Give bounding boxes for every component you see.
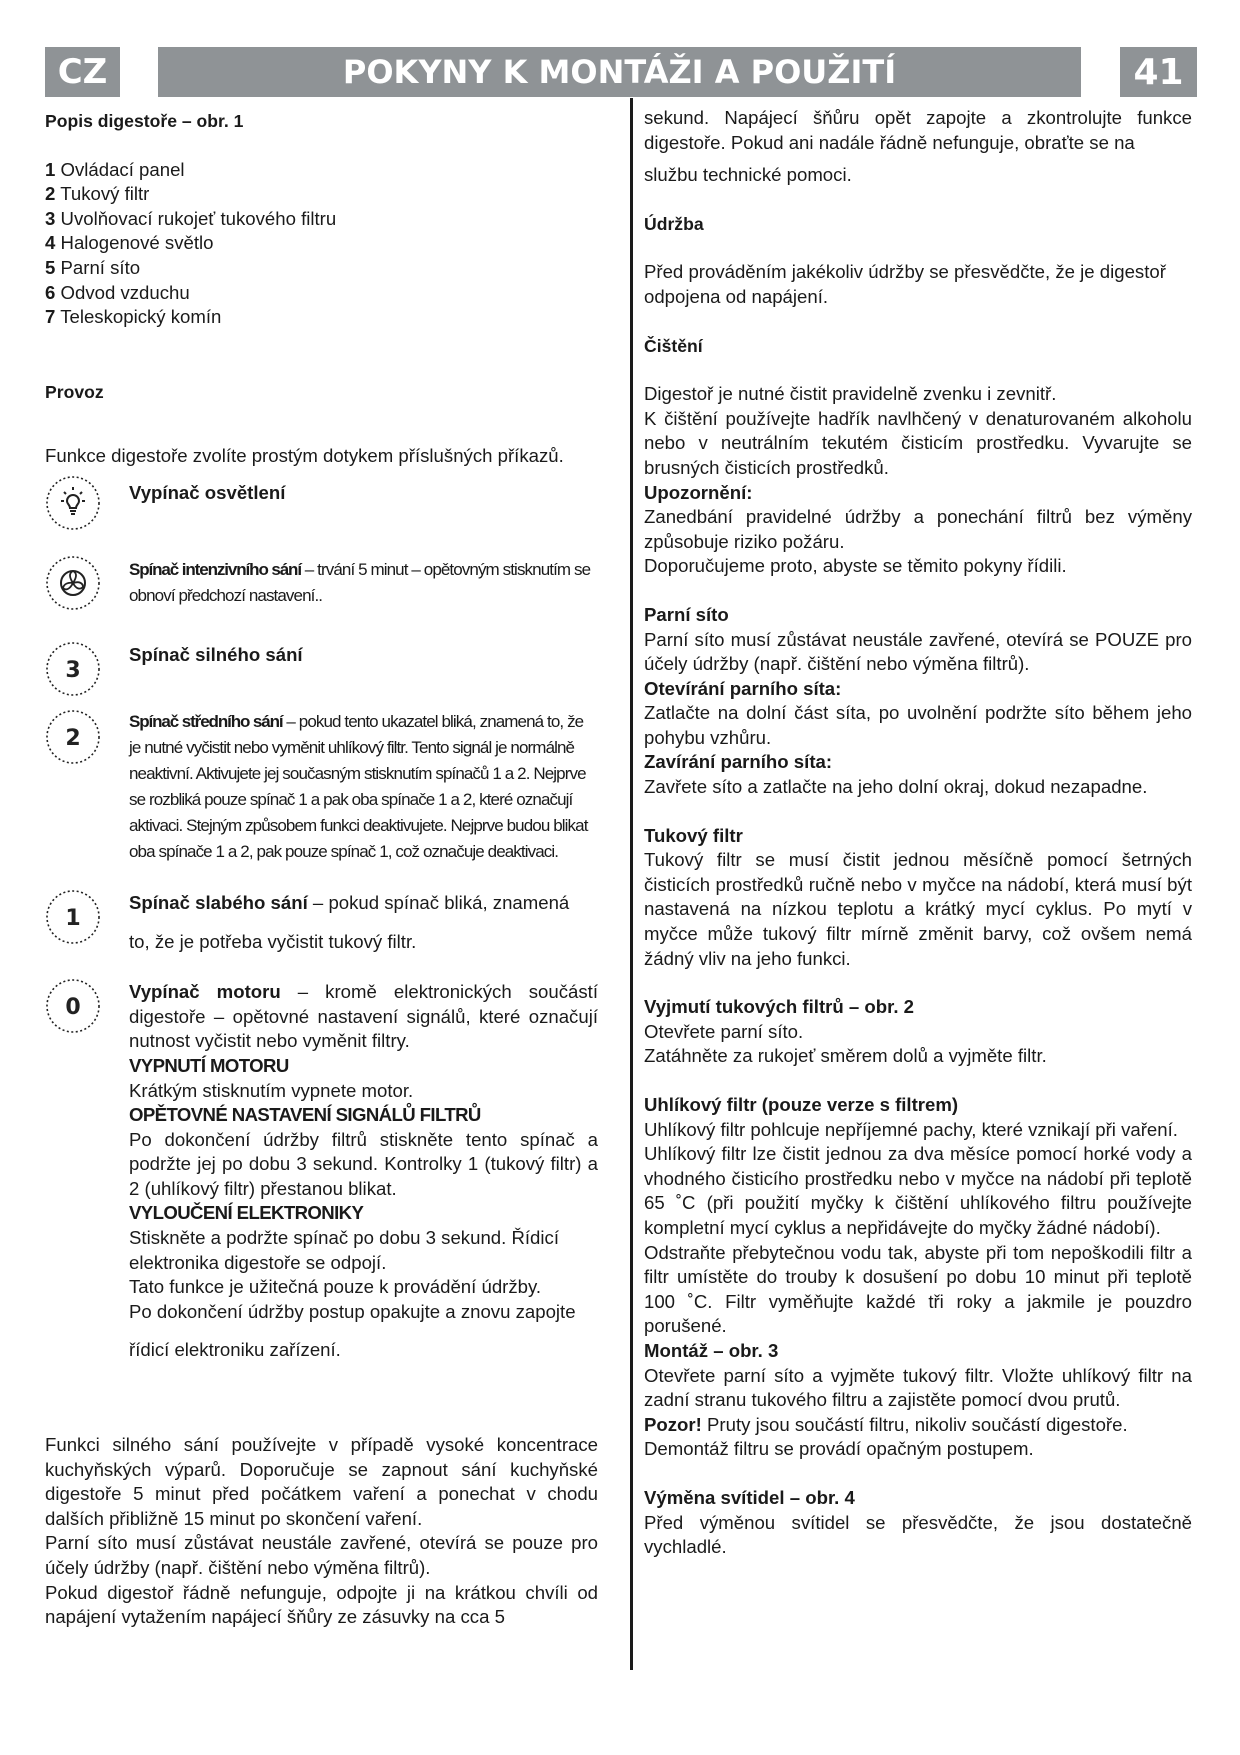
list-item: 1 Ovládací panel <box>45 158 185 180</box>
opening-text: Zatlačte na dolní část síta, po uvolnění podržte síto během jeho pohybu vzhůru. <box>644 702 1192 748</box>
filter-removal-text-2: Zatáhněte za rukojeť směrem dolů a vyjměte filtr. <box>644 1045 1047 1067</box>
motor-switch-text: Vypínač motoru – kromě elektronických součástí digestoře – opětovné nastavení signálů, které označují nutnost vyčistit nebo vyměnit filtry. <box>129 981 598 1052</box>
button-2-icon <box>45 709 129 765</box>
malfunction-note: Pokud digestoř řádně nefunguje, odpojte ji na krátkou chvíli od napájení vytažením napájecí šňůry ze zásuvky na cca 5 <box>45 1581 598 1628</box>
button-3-icon <box>45 641 129 697</box>
carbon-filter-text-2: Uhlíkový filtr lze čistit jednou za dva měsíce pomocí horké vody a vhodného čisticího prostředku nebo v myčce na nádobí při teplotě 65 ˚C (při použití myčky k čištění uhlíkového filtru používejte kompletní mycí cyklus a nepřidávejte do myčky žádné nádobí). <box>644 1143 1192 1238</box>
section-title-maintenance: Údržba <box>644 213 704 234</box>
mounting-text-3: Demontáž filtru se provádí opačným postupem. <box>644 1438 1034 1460</box>
strong-suction-title: Spínač silného sání <box>129 643 303 665</box>
section-title-description: Popis digestoře – obr. 1 <box>45 111 244 131</box>
page-title: POKYNY K MONTÁŽI A POUŽITÍ <box>158 47 1081 97</box>
weak-suction-item <box>45 889 598 954</box>
section-title-filter-removal: Vyjmutí tukových filtrů – obr. 2 <box>644 996 915 1018</box>
section-title-steam-screen: Parní síto <box>644 603 729 625</box>
medium-suction-item <box>45 709 598 865</box>
button-2-label: 2 <box>65 725 81 751</box>
column-divider <box>630 98 633 1670</box>
strong-suction-item <box>45 641 598 697</box>
fan-icon <box>45 555 129 611</box>
list-item: 5 Parní síto <box>45 256 141 278</box>
right-column <box>644 106 1192 1560</box>
motor-off-title: VYPNUTÍ MOTORU <box>129 1054 289 1076</box>
malfunction-note-cont-2: službu technické pomoci. <box>644 164 852 186</box>
list-item: 3 Uvolňovací rukojeť tukového filtru <box>45 207 337 229</box>
warning-title: Upozornění: <box>644 481 753 503</box>
motor-off-text: Krátkým stisknutím vypnete motor. <box>129 1079 414 1101</box>
medium-suction-text: Spínač středního sání – pokud tento ukazatel bliká, znamená to, že je nutné vyčistit nebo vyměnit uhlíkový filtr. Tento signál je normálně neaktivní. Aktivujete jej současným stisknutím spínačů 1 a 2. Nejprve se rozbliká pouze spínač 1 a pak oba spínače 1 a 2, které označují aktivaci. Stejným způsobem funkci deaktivujete. Nejprve budou blikat oba spínače 1 a 2, pak pouze spínač 1, což označuje deaktivaci. <box>129 711 588 861</box>
warning-text-2: Doporučujeme proto, abyste se těmito pokyny řídili. <box>644 555 1067 577</box>
language-badge: CZ <box>45 47 120 97</box>
intensive-switch-item <box>45 555 598 611</box>
steam-screen-text: Parní síto musí zůstávat neustále zavřené, otevírá se POUZE pro účely údržby (např. čištění nebo výměna filtrů). <box>644 628 1192 675</box>
filter-reset-title: OPĚTOVNÉ NASTAVENÍ SIGNÁLŮ FILTRŮ <box>129 1104 481 1126</box>
opening-title: Otevírání parního síta: <box>644 677 842 699</box>
light-switch-title: Vypínač osvětlení <box>129 481 286 503</box>
lamp-replacement-text: Před výměnou svítidel se přesvědčte, že jsou dostatečně vychladlé. <box>644 1511 1192 1558</box>
electronics-off-text-4: řídicí elektroniku zařízení. <box>129 1339 341 1361</box>
cleaning-text-1: Digestoř je nutné čistit pravidelně zvenku i zevnitř. <box>644 383 1057 405</box>
intensive-switch-text: Spínač intenzivního sání – trvání 5 minut – opětovným stisknutím se obnoví předchozí nastavení.. <box>129 559 591 605</box>
section-title-carbon-filter: Uhlíkový filtr (pouze verze s filtrem) <box>644 1094 959 1115</box>
electronics-off-text-2: Tato funkce je užitečná pouze k provádění údržby. <box>129 1276 542 1298</box>
button-0-icon <box>45 978 129 1034</box>
malfunction-note-cont: sekund. Napájecí šňůru opět zapojte a zkontrolujte funkce digestoře. Pokud ani nadále řádně nefunguje, obraťte se na <box>644 107 1192 153</box>
button-0-label: 0 <box>65 995 81 1021</box>
page-number: 41 <box>1120 47 1197 97</box>
electronics-off-text-1: Stiskněte a podržte spínač po dobu 3 sekund. Řídicí elektronika digestoře se odpojí. <box>129 1227 559 1273</box>
cleaning-text-2: K čištění používejte hadřík navlhčený v denaturovaném alkoholu nebo v neutrálním tekutém čisticím prostředku. Vyvarujte se brusných čisticích prostředků. <box>644 407 1192 478</box>
warning-text-1: Zanedbání pravidelné údržby a ponechání filtrů bez výměny způsobuje riziko požáru. <box>644 506 1192 552</box>
section-title-grease-filter: Tukový filtr <box>644 824 743 846</box>
weak-suction-text-b: to, že je potřeba vyčistit tukový filtr. <box>129 930 417 952</box>
left-column <box>45 109 598 1630</box>
maintenance-text: Před prováděním jakékoliv údržby se přesvědčte, že je digestoř odpojena od napájení. <box>644 261 1166 307</box>
list-item: 7 Teleskopický komín <box>45 306 222 328</box>
operation-intro: Funkce digestoře zvolíte prostým dotykem příslušných příkazů. <box>45 445 564 467</box>
electronics-off-title: VYLOUČENÍ ELEKTRONIKY <box>129 1202 364 1224</box>
section-title-mounting: Montáž – obr. 3 <box>644 1339 779 1361</box>
strong-suction-usage: Funkci silného sání používejte v případě vysoké koncentrace kuchyňských výparů. Doporučuje se zapnout sání kuchyňské digestoře 5 minut před počátkem vaření a ponechat v chodu dalších přibližně 15 minut po skončení vaření. <box>45 1434 598 1529</box>
motor-switch-item <box>45 978 598 1363</box>
closing-text: Zavřete síto a zatlačte na jeho dolní okraj, dokud nezapadne. <box>644 776 1148 798</box>
mounting-text-1: Otevřete parní síto a vyjměte tukový filtr. Vložte uhlíkový filtr na zadní stranu tukového filtru a zajistěte pomocí dvou prutů. <box>644 1364 1192 1411</box>
grease-filter-text: Tukový filtr se musí čistit jednou měsíčně pomocí šetrných čisticích prostředků ručně nebo v myčce na nádobí, která musí být nastavená na nízkou teplotu a krátký mycí cyklus. Po mytí v myčce může tukový filtr mírně změnit barvy, což ovšem nemá žádný vliv na jeho funkci. <box>644 849 1192 969</box>
section-title-operation: Provoz <box>45 381 104 402</box>
carbon-filter-text-3: Odstraňte přebytečnou vodu tak, abyste při tom nepoškodili filtr a filtr umístěte do trouby k dosušení po dobu 10 minut při teplotě 100 ˚C. Filtr vyměňujte každé tři roky a jakmile je pouzdro porušené. <box>644 1241 1192 1337</box>
button-3-label: 3 <box>65 657 81 683</box>
section-title-cleaning: Čištění <box>644 335 703 356</box>
filter-reset-text: Po dokončení údržby filtrů stiskněte tento spínač a podržte jej po dobu 3 sekund. Kontrolky 1 (tukový filtr) a 2 (uhlíkový filtr) přestanou blikat. <box>129 1128 598 1199</box>
parts-list <box>45 158 598 330</box>
list-item: 2 Tukový filtr <box>45 183 150 205</box>
electronics-off-text-3: Po dokončení údržby postup opakujte a znovu zapojte <box>129 1300 576 1322</box>
list-item: 4 Halogenové světlo <box>45 232 214 254</box>
list-item: 6 Odvod vzduchu <box>45 281 190 303</box>
carbon-filter-text-1: Uhlíkový filtr pohlcuje nepříjemné pachy, které vznikají při vaření. <box>644 1118 1178 1140</box>
button-1-label: 1 <box>65 905 81 931</box>
button-1-icon <box>45 889 129 945</box>
mounting-text-2: Pozor! Pruty jsou součástí filtru, nikoliv součástí digestoře. <box>644 1413 1128 1435</box>
filter-removal-text-1: Otevřete parní síto. <box>644 1020 804 1042</box>
closing-title: Zavírání parního síta: <box>644 751 833 773</box>
steam-screen-note: Parní síto musí zůstávat neustále zavřené, otevírá se pouze pro účely údržby (např. čištění nebo výměna filtrů). <box>45 1532 598 1578</box>
light-switch-item <box>45 475 598 531</box>
section-title-lamp-replacement: Výměna svítidel – obr. 4 <box>644 1486 855 1508</box>
weak-suction-text-a: Spínač slabého sání – pokud spínač bliká, znamená <box>129 891 570 913</box>
light-bulb-icon <box>45 475 129 531</box>
